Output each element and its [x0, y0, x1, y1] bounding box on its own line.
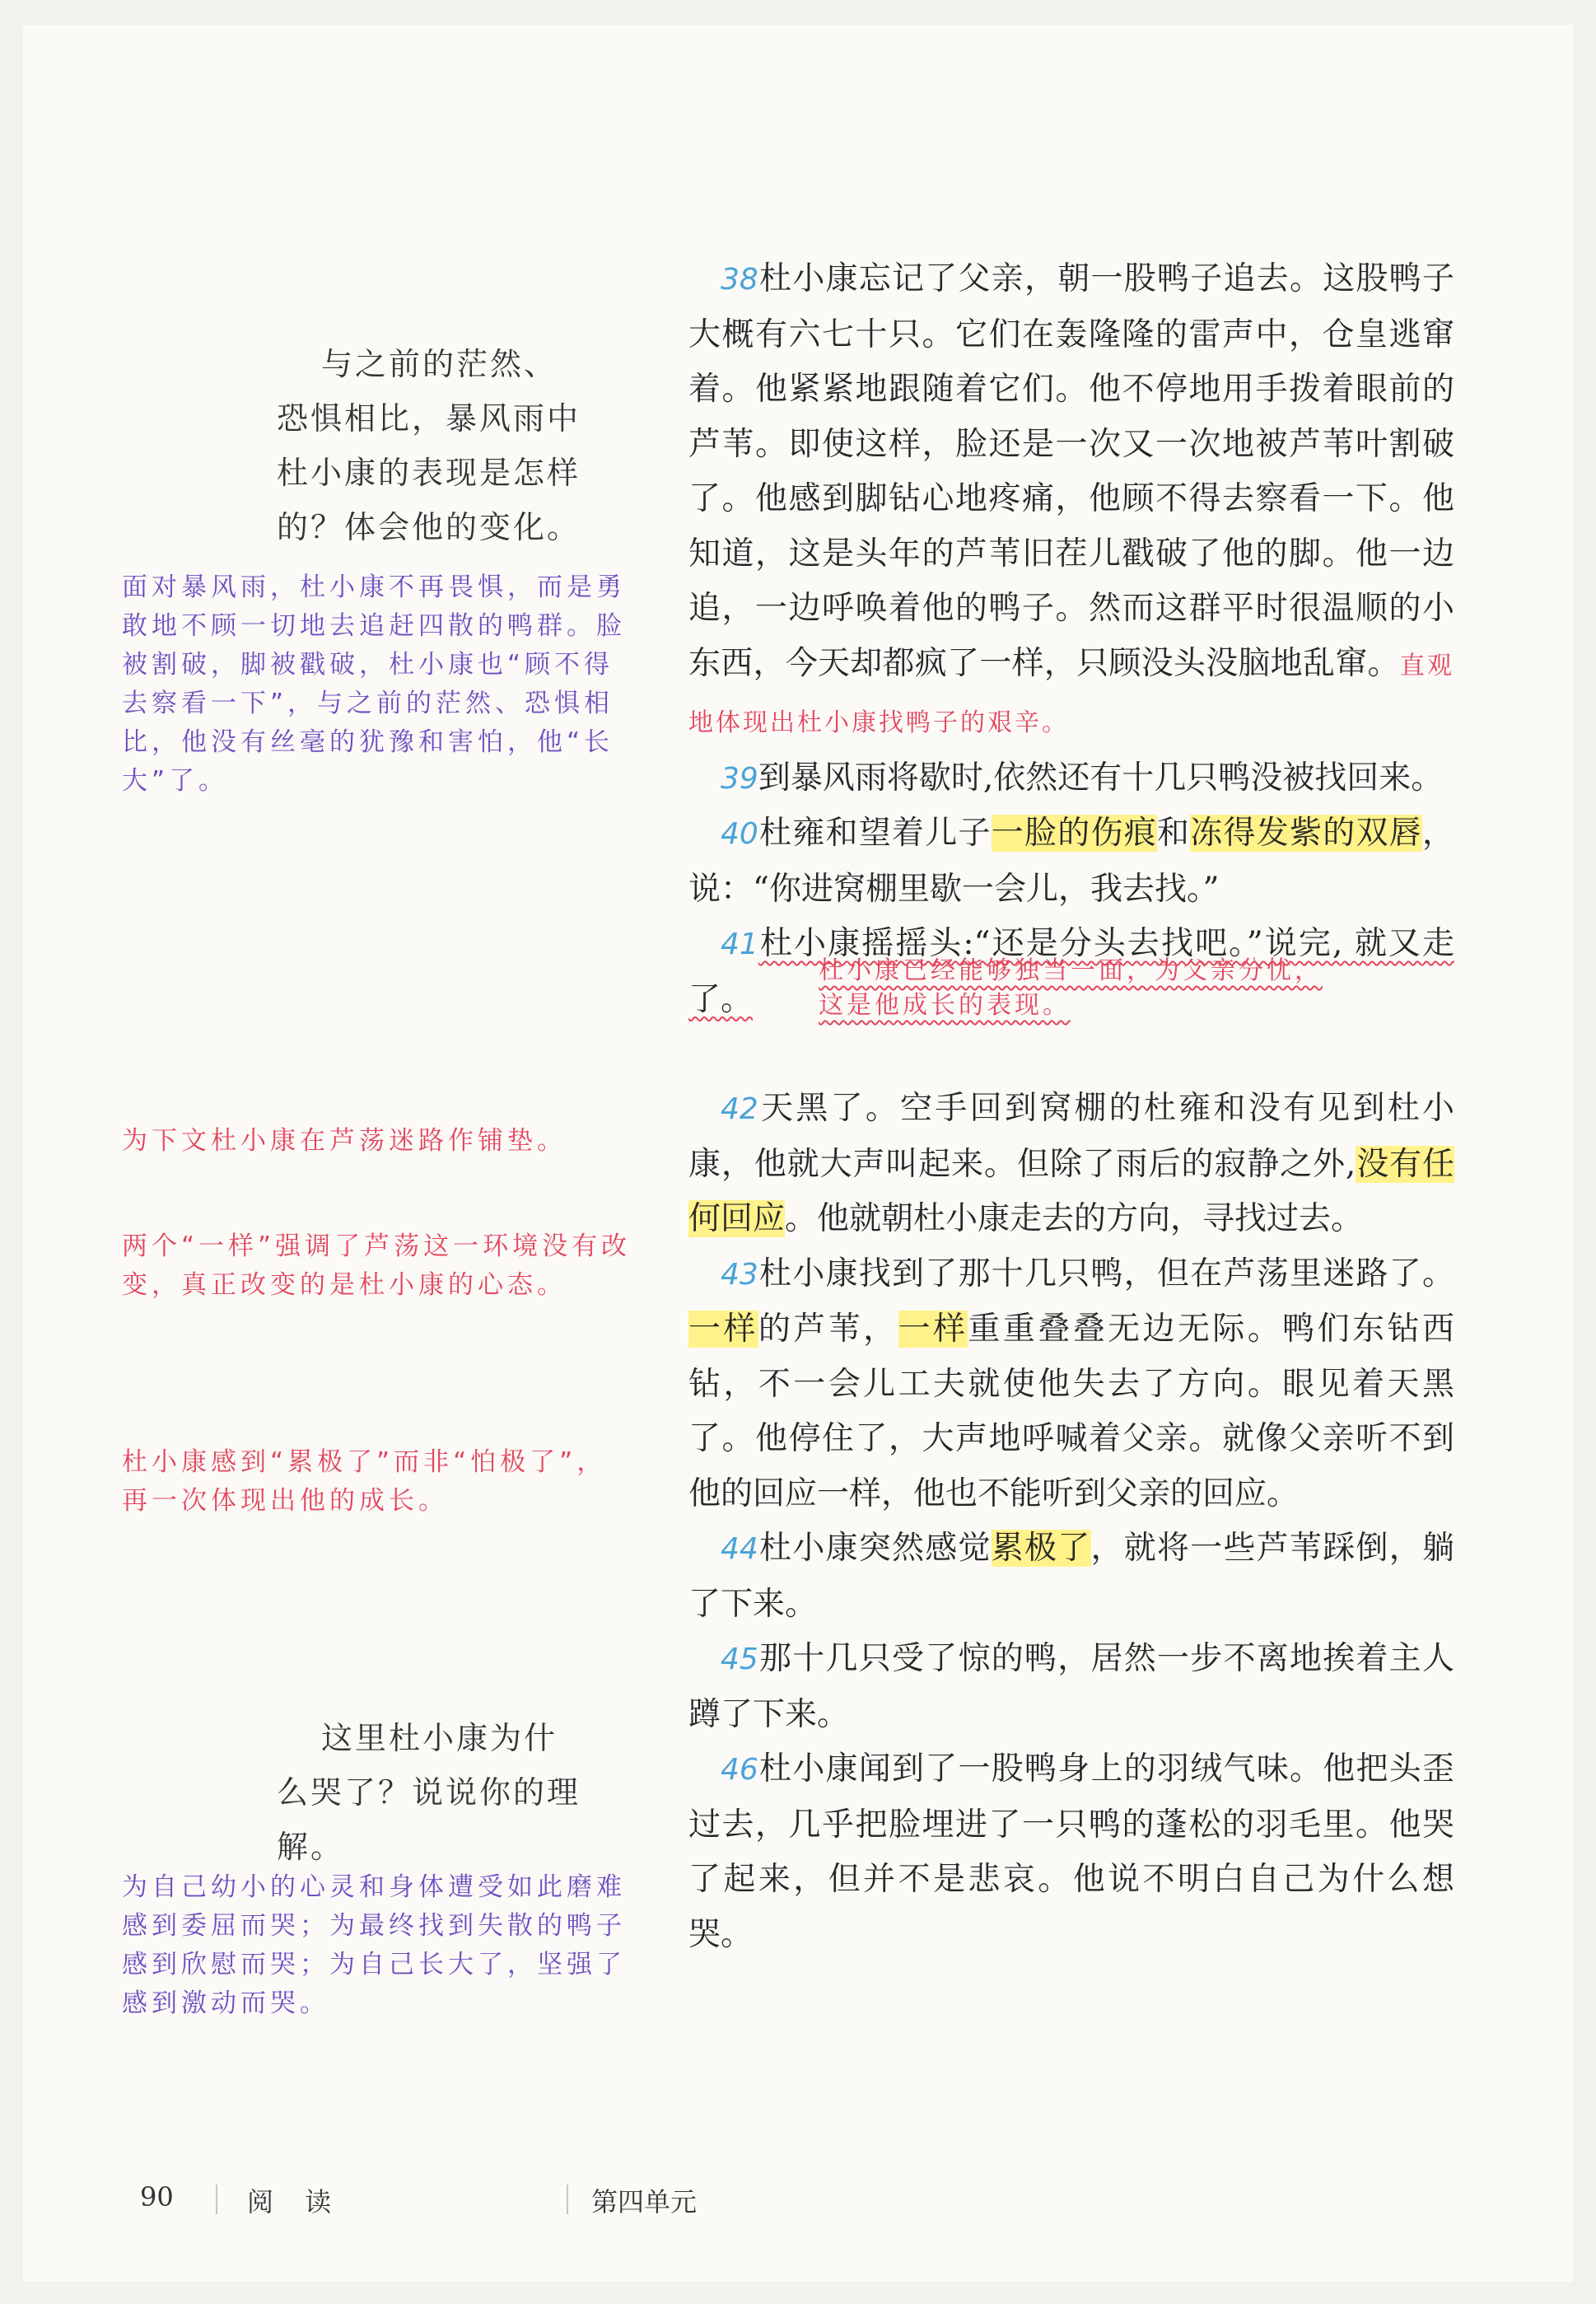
question-line: 的？体会他的变化。 [277, 509, 581, 545]
question-line: 与之前的茫然、 [321, 346, 558, 382]
paragraph-text: ，就将一些芦苇踩倒，躺了下来。 [688, 1530, 1454, 1623]
question-why-cry [247, 1711, 609, 1874]
paragraph-text: 。他就朝杜小康走去的方向，寻找过去。 [785, 1200, 1364, 1237]
paragraph-text: 杜小康找到了那十几只鸭，但在芦荡里迷路了。 [758, 1255, 1454, 1292]
paragraph-text: 杜小康闻到了一股鸭身上的羽绒气味。他把头歪过去，几乎把脸埋进了一只鸭的蓬松的羽毛里。他哭了起来，但并不是悲哀。他说不明白自己为什么想哭。 [688, 1750, 1454, 1953]
handwritten-note-two-same: 两个“一样”强调了芦荡这一环境没有改变，真正改变的是杜小康的心态。 [122, 1231, 632, 1300]
paragraph-number: 40 [721, 817, 758, 851]
note-line: 这是他成长的表现。 [819, 991, 1071, 1020]
footer-divider [567, 2185, 568, 2214]
highlight: 没有任何回应 [688, 1145, 1454, 1237]
handwritten-note-answer-2: 为自己幼小的心灵和身体遭受如此磨难感到委屈而哭；为最终找到失散的鸭子感到欣慰而哭；为自己长大了，坚强了感到激动而哭。 [122, 1872, 626, 2018]
paragraph-number: 46 [721, 1753, 758, 1787]
question-line: 这里杜小康为什 [321, 1720, 558, 1756]
footer-divider [216, 2185, 217, 2214]
highlight: 一样 [898, 1311, 968, 1348]
paragraph-text: 重重叠叠无边无际。鸭们东钻西钻，不一会儿工夫就使他失去了方向。眼见着天黑了。他停住了，大声地呼喊着父亲。就像父亲听不到他的回应一样，他也不能听到父亲的回应。 [688, 1311, 1454, 1512]
paragraph-text: 杜小康突然感觉 [758, 1530, 992, 1567]
paragraph-text: 那十几只受了惊的鸭，居然一步不离地挨着主人蹲了下来。 [688, 1640, 1454, 1733]
paragraph-text-wavy-underlined: 杜小康摇摇头:“还是分头去找吧。”说完, 就又走了。 [688, 925, 1454, 1018]
paragraph-text: 杜雍和望着儿子 [758, 815, 992, 852]
paragraph-39 [688, 751, 1454, 807]
highlight: 累极了 [991, 1530, 1091, 1567]
paragraph-number: 44 [721, 1532, 758, 1566]
question-line: 解。 [277, 1829, 345, 1865]
paragraph-40 [688, 806, 1454, 917]
paragraph-44 [688, 1521, 1454, 1632]
highlight: 一样 [688, 1311, 758, 1348]
paragraph-text: 和 [1156, 815, 1191, 852]
paragraph-number: 45 [721, 1643, 758, 1676]
handwritten-note-foreshadow: 为下文杜小康在芦荡迷路作铺垫。 [122, 1126, 567, 1156]
paragraph-43 [688, 1247, 1454, 1522]
handwritten-note-paragraph-41 [819, 954, 1444, 1023]
footer-unit-label: 第四单元 [591, 2186, 698, 2218]
paragraph-number: 38 [721, 263, 758, 297]
handwritten-note-tired: 杜小康感到“累极了”而非“怕极了”，再一次体现出他的成长。 [122, 1447, 607, 1516]
footer-section-label: 阅 读 [247, 2186, 343, 2218]
paragraph-42 [688, 1082, 1454, 1247]
paragraph-text: 到暴风雨将歇时,依然还有十几只鸭没被找回来。 [758, 759, 1444, 797]
note-line: 杜小康已经能够独当一面，为父亲分忧， [819, 956, 1323, 985]
handwritten-note-answer-1: 面对暴风雨，杜小康不再畏惧，而是勇敢地不顾一切地去追赶四散的鸭群。脸被割破，脚被戳破，杜小康也“顾不得去察看一下”，与之前的茫然、恐惧相比，他没有丝毫的犹豫和害怕，他“长大”了。 [122, 572, 626, 796]
question-change-in-storm [247, 337, 609, 554]
paragraph-number: 43 [721, 1257, 758, 1292]
highlight: 一脸的伤痕 [991, 815, 1157, 852]
handwritten-inline-note: 直观地体现出杜小康找鸭子的艰辛。 [688, 651, 1454, 737]
paragraph-text: ，说：“你进窝棚里歇一会儿，我去找。” [688, 815, 1454, 908]
question-line: 么哭了？说说你的理 [277, 1774, 581, 1811]
paragraph-text: 的芦苇， [758, 1311, 898, 1348]
paragraph-number: 39 [721, 761, 758, 796]
paragraph-text: 杜小康忘记了父亲，朝一股鸭子追去。这股鸭子大概有六七十只。它们在轰隆隆的雷声中，仓皇逃窜着。他紧紧地跟随着它们。他不停地用手拨着眼前的芦苇。即使这样，脸还是一次又一次地被芦苇叶割破了。他感到脚钻心地疼痛，他顾不得去察看一下。他知道，这是头年的芦苇旧茬儿戳破了他的脚。他一边追，一边呼唤着他的鸭子。然而这群平时很温顺的小东西，今天却都疯了一样，只顾没头没脑地乱窜。 [688, 260, 1454, 682]
paragraph-45 [688, 1632, 1454, 1742]
question-line: 恐惧相比，暴风雨中 [277, 400, 581, 437]
paragraph-number: 41 [721, 928, 758, 961]
paragraph-number: 42 [721, 1092, 758, 1126]
page-number: 90 [140, 2181, 174, 2213]
story-text [688, 252, 1454, 1962]
paragraph-46 [688, 1742, 1454, 1962]
paragraph-text: 天黑了。空手回到窝棚的杜雍和没有见到杜小康，他就大声叫起来。但除了雨后的寂静之外, [688, 1090, 1454, 1183]
question-line: 杜小康的表现是怎样 [277, 455, 581, 491]
highlight: 冻得发紫的双唇 [1190, 815, 1422, 852]
paragraph-38 [688, 252, 1454, 751]
